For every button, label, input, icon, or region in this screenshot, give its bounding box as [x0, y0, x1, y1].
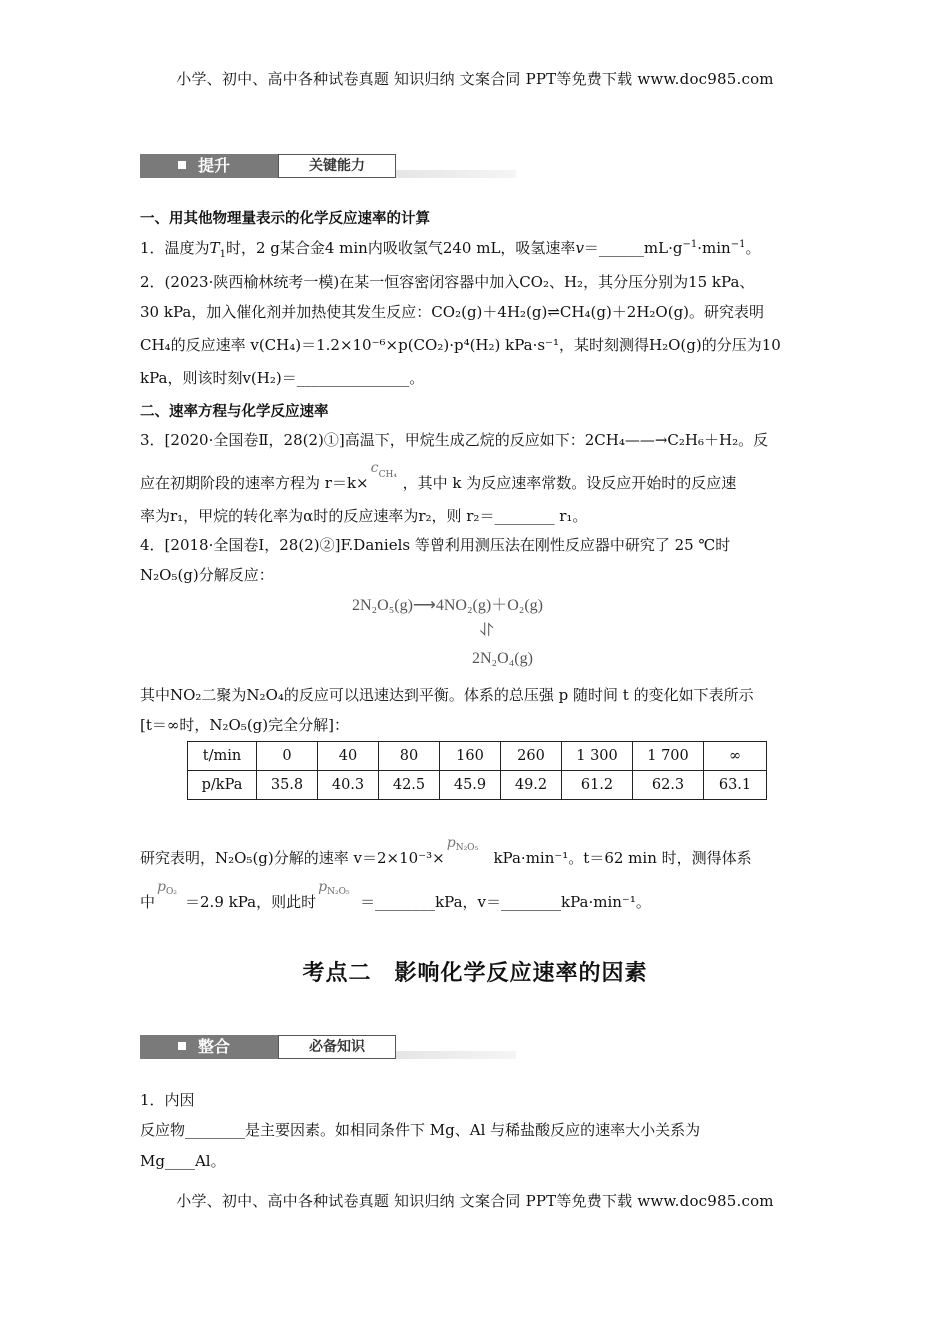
question-3-line-1: 3．[2020·全国卷Ⅱ，28(2)①]高温下，甲烷生成乙烷的反应如下：2CH₄——→C₂H₆＋H₂。反	[140, 431, 769, 449]
page-header: 小学、初中、高中各种试卷真题 知识归纳 文案合同 PPT等免费下载 www.doc985.com	[176, 70, 774, 88]
square-bullet-icon	[178, 1042, 186, 1050]
question-3-line-3: 率为r₁，甲烷的转化率为α时的反应速率为r₂，则 r₂＝________ r₁。	[140, 507, 588, 525]
table-header-cell: t/min	[188, 742, 257, 771]
question-3-line-2: 应在初期阶段的速率方程为 r＝k× c CH₄ ，其中 k 为反应速率常数。设反应开始时的反应速	[140, 460, 737, 492]
table-cell: 40.3	[318, 771, 379, 800]
banner-dark-tab	[140, 154, 278, 178]
table-cell: 45.9	[440, 771, 501, 800]
table-cell: 63.1	[704, 771, 767, 800]
question-4-line-4: [t＝∞时，N₂O₅(g)完全分解]：	[140, 716, 349, 734]
reaction-equation-bottom: 2N₂O₄(g)	[472, 650, 533, 667]
section-banner-integrate	[140, 1023, 516, 1065]
question-1: 1．温度为$T_1$时，2 g某合金4 min内吸收氢气240 mL，吸氢速率$v=\_\_\_\_\_\_mL\cdot g^{-1}\cdot\min^{-1}$。	[140, 239, 761, 260]
table-cell: 160	[440, 742, 501, 771]
table-cell: 0	[257, 742, 318, 771]
section-title-2: 二、速率方程与化学反应速率	[140, 404, 329, 420]
exam-point-title: 考点二 影响化学反应速率的因素	[302, 961, 648, 986]
table-cell: 35.8	[257, 771, 318, 800]
table-header-cell: p/kPa	[188, 771, 257, 800]
table-cell: 42.5	[379, 771, 440, 800]
table-cell: 1 300	[562, 742, 633, 771]
page-footer: 小学、初中、高中各种试卷真题 知识归纳 文案合同 PPT等免费下载 www.doc985.com	[176, 1192, 774, 1210]
question-4-line-2: N₂O₅(g)分解反应：	[140, 566, 274, 584]
part-1-title: 1．内因	[140, 1091, 195, 1109]
table-cell: 1 700	[633, 742, 704, 771]
question-2-line-4: kPa，则该时刻v(H₂)＝_______________。	[140, 369, 425, 387]
equilibrium-arrow-icon: ⥯	[480, 620, 494, 640]
table-cell: 260	[501, 742, 562, 771]
banner-light-label: 必备知识	[278, 1035, 396, 1059]
table-cell: 49.2	[501, 771, 562, 800]
table-row	[188, 742, 767, 771]
table-cell: 80	[379, 742, 440, 771]
table-cell: 61.2	[562, 771, 633, 800]
banner-dark-tab	[140, 1035, 278, 1059]
table-cell: 62.3	[633, 771, 704, 800]
question-2-line-2: 30 kPa，加入催化剂并加热使其发生反应：CO₂(g)＋4H₂(g)⇌CH₄(g)＋2H₂O(g)。研究表明	[140, 303, 765, 321]
question-4-line-6: 中 p O₂ ＝2.9 kPa，则此时 p N₂O₅ ＝________kPa，v＝________kPa·min⁻¹。	[140, 879, 651, 911]
table-cell: 40	[318, 742, 379, 771]
banner-dark-label: 提升	[198, 156, 231, 175]
section-title-1: 一、用其他物理量表示的化学反应速率的计算	[140, 211, 430, 227]
question-4-line-1: 4．[2018·全国卷Ⅰ，28(2)②]F.Daniels 等曾利用测压法在刚性反应器中研究了 25 ℃时	[140, 536, 731, 554]
question-2-line-3: CH₄的反应速率 v(CH₄)＝1.2×10⁻⁶×p(CO₂)·p⁴(H₂) kPa·s⁻¹，某时刻测得H₂O(g)的分压为10	[140, 336, 781, 354]
part-1-line-1: 反应物________是主要因素。如相同条件下 Mg、Al 与稀盐酸反应的速率大小关系为	[140, 1121, 701, 1139]
part-1-line-2: Mg____Al。	[140, 1152, 226, 1170]
reaction-equation-top: 2N₂O₅(g)⟶4NO₂(g)＋O₂(g)	[352, 597, 543, 614]
table-cell: ∞	[704, 742, 767, 771]
banner-light-label: 关键能力	[278, 154, 396, 178]
question-2-line-1: 2．(2023·陕西榆林统考一模)在某一恒容密闭容器中加入CO₂、H₂，其分压分别为15 kPa、	[140, 273, 755, 291]
question-4-line-3: 其中NO₂二聚为N₂O₄的反应可以迅速达到平衡。体系的总压强 p 随时间 t 的变化如下表所示	[140, 686, 754, 704]
section-banner-improve	[140, 142, 516, 184]
banner-dark-label: 整合	[198, 1037, 231, 1056]
table-row	[188, 771, 767, 800]
question-4-line-5: 研究表明，N₂O₅(g)分解的速率 v＝2×10⁻³× p N₂O₅ kPa·min⁻¹。t＝62 min 时，测得体系	[140, 835, 752, 867]
pressure-time-table	[187, 741, 767, 800]
square-bullet-icon	[178, 161, 186, 169]
